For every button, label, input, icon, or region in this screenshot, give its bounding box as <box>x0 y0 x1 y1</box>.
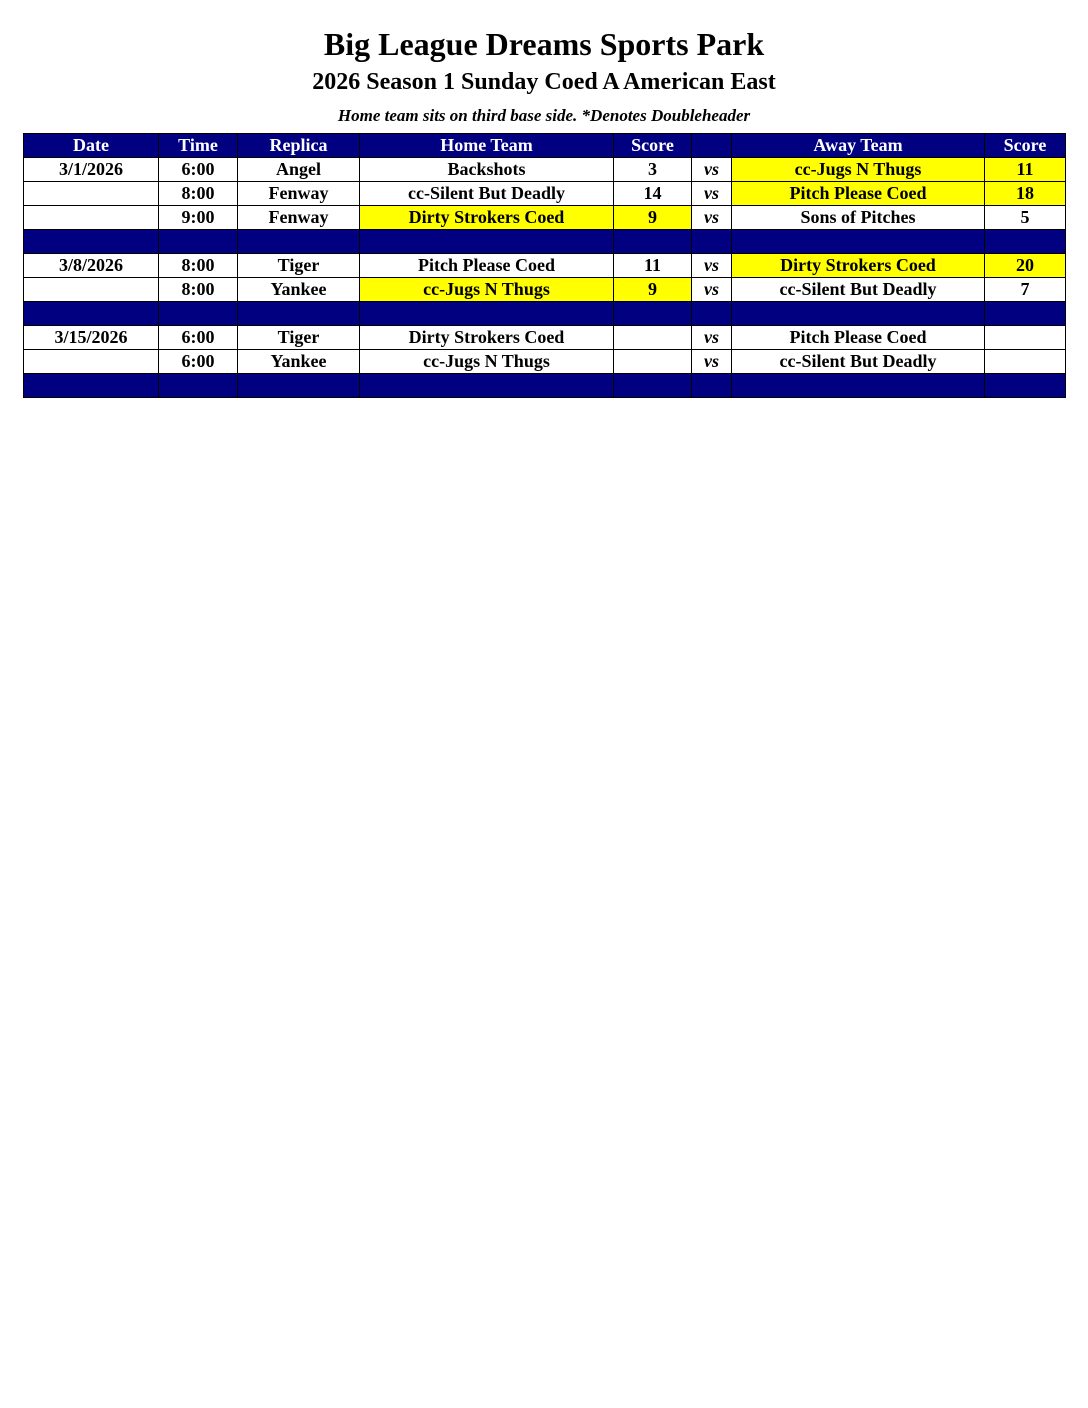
game-replica: Yankee <box>238 350 360 374</box>
away-team: Pitch Please Coed <box>732 326 985 350</box>
home-score: 11 <box>614 254 692 278</box>
vs-label: vs <box>692 206 732 230</box>
game-date <box>24 350 159 374</box>
game-time: 6:00 <box>159 350 238 374</box>
home-score <box>614 350 692 374</box>
game-time: 6:00 <box>159 326 238 350</box>
home-team: Backshots <box>360 158 614 182</box>
away-score-winner: 18 <box>985 182 1066 206</box>
away-score-winner: 20 <box>985 254 1066 278</box>
home-team: cc-Jugs N Thugs <box>360 350 614 374</box>
game-replica: Angel <box>238 158 360 182</box>
game-time: 8:00 <box>159 278 238 302</box>
header-time: Time <box>159 134 238 158</box>
game-time: 9:00 <box>159 206 238 230</box>
home-score: 3 <box>614 158 692 182</box>
vs-label: vs <box>692 278 732 302</box>
game-row <box>24 326 1066 350</box>
home-team: Pitch Please Coed <box>360 254 614 278</box>
home-team-winner: Dirty Strokers Coed <box>360 206 614 230</box>
game-date <box>24 206 159 230</box>
away-score <box>985 326 1066 350</box>
game-time: 6:00 <box>159 158 238 182</box>
game-replica: Yankee <box>238 278 360 302</box>
home-team-winner: cc-Jugs N Thugs <box>360 278 614 302</box>
header-away-score: Score <box>985 134 1066 158</box>
home-team: Dirty Strokers Coed <box>360 326 614 350</box>
game-date: 3/1/2026 <box>24 158 159 182</box>
away-team-winner: cc-Jugs N Thugs <box>732 158 985 182</box>
away-team: cc-Silent But Deadly <box>732 278 985 302</box>
away-score: 5 <box>985 206 1066 230</box>
game-replica: Fenway <box>238 182 360 206</box>
away-team: cc-Silent But Deadly <box>732 350 985 374</box>
game-row <box>24 278 1066 302</box>
week-separator <box>24 302 1066 326</box>
schedule-table <box>23 133 1066 398</box>
away-team-winner: Pitch Please Coed <box>732 182 985 206</box>
game-date: 3/8/2026 <box>24 254 159 278</box>
week-separator <box>24 230 1066 254</box>
game-row <box>24 158 1066 182</box>
vs-label: vs <box>692 326 732 350</box>
away-score <box>985 350 1066 374</box>
game-replica: Tiger <box>238 254 360 278</box>
vs-label: vs <box>692 182 732 206</box>
header-home-team: Home Team <box>360 134 614 158</box>
schedule-note: Home team sits on third base side. *Denotes Doubleheader <box>337 106 751 125</box>
game-row <box>24 182 1066 206</box>
vs-label: vs <box>692 254 732 278</box>
game-replica: Tiger <box>238 326 360 350</box>
header-replica: Replica <box>238 134 360 158</box>
header-row <box>24 134 1066 158</box>
home-score-winner: 9 <box>614 278 692 302</box>
game-date <box>24 278 159 302</box>
game-date: 3/15/2026 <box>24 326 159 350</box>
header-home-score: Score <box>614 134 692 158</box>
game-time: 8:00 <box>159 254 238 278</box>
vs-label: vs <box>692 350 732 374</box>
header-date: Date <box>24 134 159 158</box>
page-subtitle: 2026 Season 1 Sunday Coed A American East <box>312 69 776 95</box>
home-score: 14 <box>614 182 692 206</box>
game-time: 8:00 <box>159 182 238 206</box>
home-score-winner: 9 <box>614 206 692 230</box>
game-replica: Fenway <box>238 206 360 230</box>
away-score-winner: 11 <box>985 158 1066 182</box>
game-date <box>24 182 159 206</box>
vs-label: vs <box>692 158 732 182</box>
home-score <box>614 326 692 350</box>
home-team: cc-Silent But Deadly <box>360 182 614 206</box>
game-row <box>24 254 1066 278</box>
header-vs <box>692 134 732 158</box>
page-title: Big League Dreams Sports Park <box>323 26 765 62</box>
away-score: 7 <box>985 278 1066 302</box>
header-away-team: Away Team <box>732 134 985 158</box>
away-team-winner: Dirty Strokers Coed <box>732 254 985 278</box>
away-team: Sons of Pitches <box>732 206 985 230</box>
game-row <box>24 350 1066 374</box>
week-separator <box>24 374 1066 398</box>
game-row <box>24 206 1066 230</box>
